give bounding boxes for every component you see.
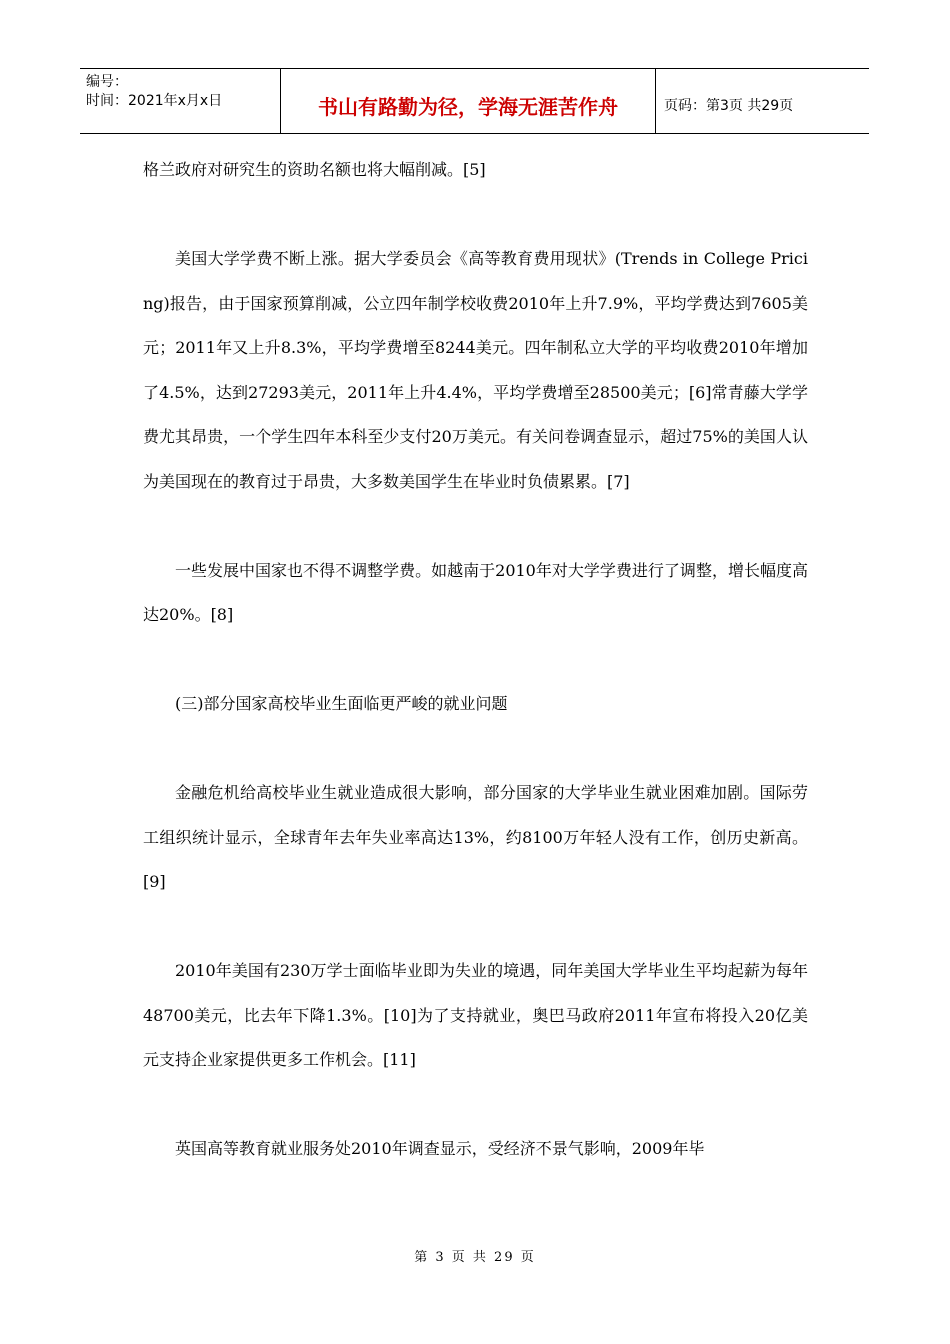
paragraph: 一些发展中国家也不得不调整学费。如越南于2010年对大学学费进行了调整，增长幅度高达20%。[8] <box>143 560 808 624</box>
document-date: 时间：2021年x月x日 <box>86 93 223 109</box>
paragraph: 美国大学学费不断上涨。据大学委员会《高等教育费用现状》(Trends in College Pricing)报告，由于国家预算削减，公立四年制学校收费2010年上升7.9%，平均学费达到7605美元；2011年又上升8.3%，平均学费增至8244美元。四年制私立大学的平均收费2010年增加了4.5%，达到27293美元，2011年上升4.4%，平均学费增至28500美元；[6]常青藤大学学费尤其昂贵，一个学生四年本科至少支付20万美元。有关问卷调查显示，超过75%的美国人认为美国现在的教育过于昂贵，大多数美国学生在毕业时负债累累。[7] <box>143 249 808 491</box>
paragraph: 金融危机给高校毕业生就业造成很大影响，部分国家的大学毕业生就业困难加剧。国际劳工组织统计显示，全球青年去年失业率高达13%，约8100万年轻人没有工作，创历史新高。[9] <box>143 783 808 891</box>
page-footer: 第 3 页 共 29 页 <box>414 1250 536 1265</box>
section-heading: (三)部分国家高校毕业生面临更严峻的就业问题 <box>175 694 508 713</box>
header-motto: 书山有路勤为径，学海无涯苦作舟 <box>281 69 656 133</box>
paragraph: 英国高等教育就业服务处2010年调查显示，受经济不景气影响，2009年毕 <box>175 1139 705 1158</box>
header-page-number: 页码：第3页 共29页 <box>664 98 794 114</box>
page-header <box>80 68 869 134</box>
document-body <box>143 148 808 1216</box>
paragraph: 格兰政府对研究生的资助名额也将大幅削减。[5] <box>143 160 486 179</box>
document-number: 编号： <box>86 74 128 90</box>
header-meta <box>80 69 281 133</box>
paragraph: 2010年美国有230万学士面临毕业即为失业的境遇，同年美国大学毕业生平均起薪为每年48700美元，比去年下降1.3%。[10]为了支持就业，奥巴马政府2011年宣布将投入20亿美元支持企业家提供更多工作机会。[11] <box>143 961 808 1069</box>
